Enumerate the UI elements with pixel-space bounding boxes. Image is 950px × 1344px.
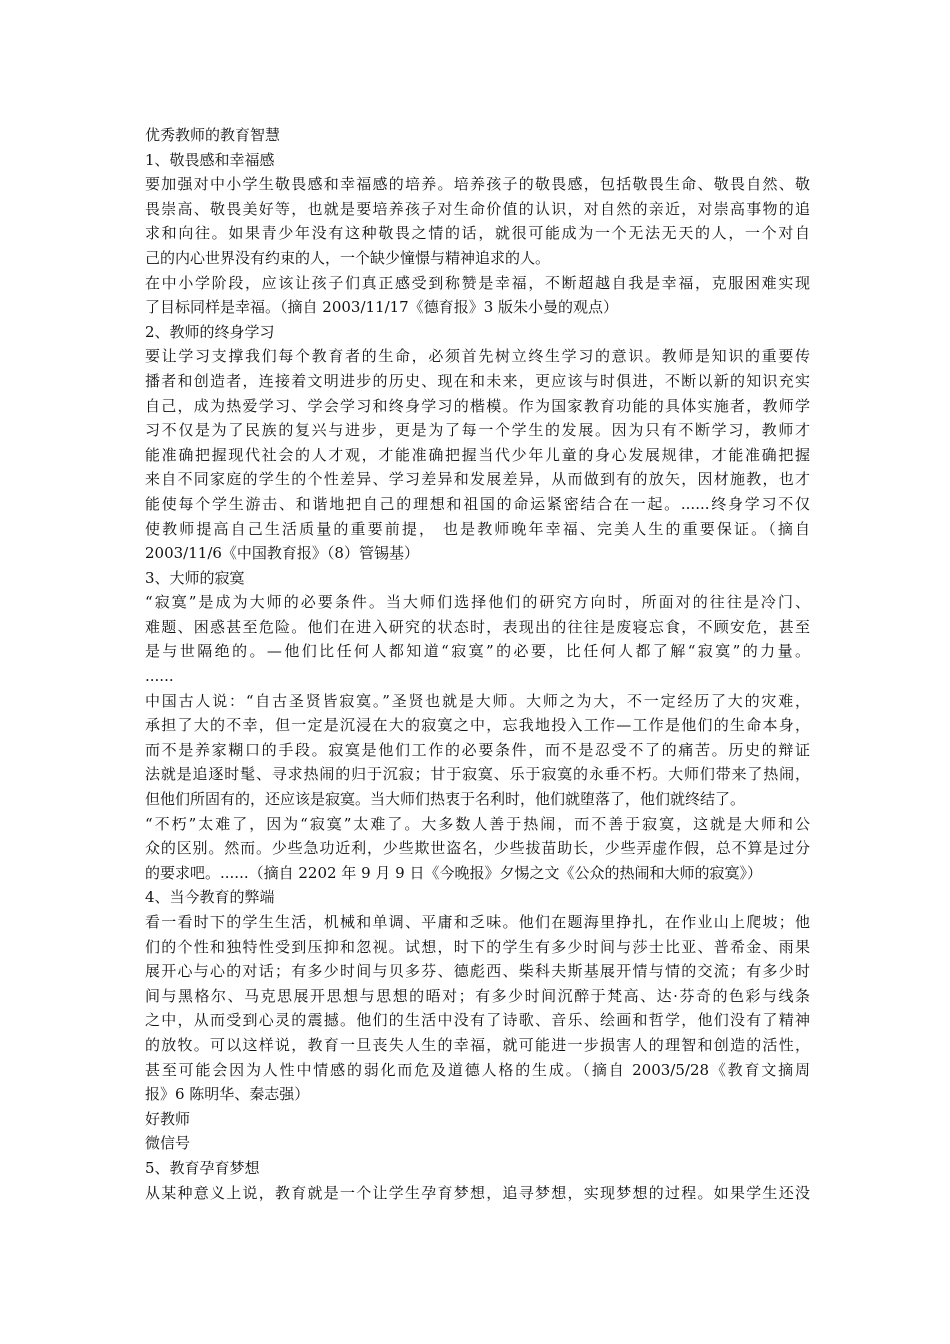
text-line: 3、大师的寂寞 [145, 568, 245, 587]
text-line: 从某种意义上说，教育就是一个让学生孕育梦想，追寻梦想，实现梦想的过程。如果学生还没 [145, 1183, 810, 1202]
text-line: 是与世隔绝的。—他们比任何人都知道“寂寞”的必要，比任何人都了解“寂寞”的力量。 [145, 642, 810, 661]
text-line: 甚至可能会因为人性中情感的弱化而危及道德人格的生成。（摘自 2003/5/28《教育文摘周 [145, 1060, 810, 1079]
text-line: 微信号 [145, 1134, 191, 1153]
text-line: 来自不同家庭的学生的个性差异、学习差异和发展差异，从而做到有的放矢，因材施教，也才 [145, 470, 810, 489]
text-line: 5、教育孕育梦想 [145, 1158, 260, 1177]
text-line: “寂寞”是成为大师的必要条件。当大师们选择他们的研究方向时，所面对的往往是冷门、 [145, 593, 810, 612]
text-line: 要让学习支撑我们每个教育者的生命，必须首先树立终生学习的意识。教师是知识的重要传 [145, 347, 810, 366]
text-line: ...... [145, 667, 174, 686]
text-line: 能准确把握现代社会的人才观，才能准确把握当代少年儿童的身心发展规律，才能准确把握 [145, 445, 810, 464]
document-page [145, 123, 810, 1205]
text-line: 展开心与心的对话；有多少时间与贝多芬、德彪西、柴科夫斯基展开情与情的交流；有多少时 [145, 962, 810, 981]
text-line: 2003/11/6《中国教育报》（8）管锡基） [145, 544, 419, 563]
text-line: 中国古人说：“自古圣贤皆寂寞。”圣贤也就是大师。大师之为大，不一定经历了大的灾难， [145, 691, 810, 710]
text-line: 使教师提高自己生活质量的重要前提， 也是教师晚年幸福、完美人生的重要保证。（摘自 [145, 519, 810, 538]
document-body [145, 148, 810, 1206]
document-title: 优秀教师的教育智慧 [145, 126, 281, 144]
text-line: 自己，成为热爱学习、学会学习和终身学习的楷模。作为国家教育功能的具体实施者，教师学 [145, 396, 810, 415]
text-line: 法就是追逐时髦、寻求热闹的归于沉寂；甘于寂寞、乐于寂寞的永垂不朽。大师们带来了热闹， [145, 765, 810, 784]
text-line: 己的内心世界没有约束的人，一个缺少憧憬与精神追求的人。 [145, 248, 551, 267]
text-line: 看一看时下的学生生活，机械和单调、平庸和乏味。他们在题海里挣扎，在作业山上爬坡；他 [145, 913, 810, 931]
text-line: 的要求吧。......（摘自 2202 年 9 月 9 日《今晚报》夕惕之文《公众的热闹和大师的寂寞》） [145, 863, 762, 882]
text-line: 播者和创造者，连接着文明进步的历史、现在和未来，更应该与时俱进，不断以新的知识充实 [145, 371, 810, 390]
text-line: 众的区别。然而。少些急功近利，少些欺世盗名，少些拔苗助长，少些弄虚作假，总不算是过分 [145, 839, 810, 858]
text-line: 难题、困惑甚至危险。他们在进入研究的状态时，表现出的往往是废寝忘食，不顾安危，甚至 [145, 617, 810, 636]
text-line: 承担了大的不幸，但一定是沉浸在大的寂寞之中，忘我地投入工作—工作是他们的生命本身， [145, 716, 810, 735]
text-line: 4、当今教育的弊端 [145, 888, 275, 907]
text-line: 1、敬畏感和幸福感 [145, 150, 275, 169]
text-line: 而不是养家糊口的手段。寂寞是他们工作的必要条件，而不是忍受不了的痛苦。历史的辩证 [145, 740, 810, 759]
text-line: 能使每个学生游击、和谐地把自己的理想和祖国的命运紧密结合在一起。......终身学习不仅 [145, 494, 810, 513]
text-line: 们的个性和独特性受到压抑和忽视。试想，时下的学生有多少时间与莎士比亚、普希金、雨果 [145, 937, 810, 956]
text-line: 求和向往。如果青少年没有这种敬畏之情的话，就很可能成为一个无法无天的人，一个对自 [145, 224, 810, 243]
text-line: 习不仅是为了民族的复兴与进步，更是为了每一个学生的发展。因为只有不断学习，教师才 [145, 421, 810, 440]
text-line: 好教师 [145, 1109, 191, 1128]
text-line: 2、教师的终身学习 [145, 322, 275, 341]
text-line: 之中，从而受到心灵的震撼。他们的生活中没有了诗歌、音乐、绘画和哲学，他们没有了精神 [145, 1011, 810, 1030]
text-line: 畏崇高、敬畏美好等，也就是要培养孩子对生命价值的认识，对自然的亲近，对崇高事物的追 [145, 199, 810, 218]
text-line: “不朽”太难了，因为“寂寞”太难了。大多数人善于热闹，而不善于寂寞，这就是大师和公 [145, 814, 810, 833]
text-line: 间与黑格尔、马克思展开思想与思想的晤对；有多少时间沉醉于梵高、达·芬奇的色彩与线条 [145, 986, 810, 1005]
text-line: 但他们所固有的，还应该是寂寞。当大师们热衷于名利时，他们就堕落了，他们就终结了。 [145, 790, 746, 809]
text-line: 要加强对中小学生敬畏感和幸福感的培养。培养孩子的敬畏感，包括敬畏生命、敬畏自然、敬 [145, 175, 810, 194]
text-line: 在中小学阶段，应该让孩子们真正感受到称赞是幸福，不断超越自我是幸福，克服困难实现 [145, 273, 810, 292]
text-line: 报》6 陈明华、秦志强） [145, 1085, 310, 1104]
text-line: 了目标同样是幸福。（摘自 2003/11/17《德育报》3 版朱小曼的观点） [145, 298, 619, 317]
text-line: 的放牧。可以这样说，教育一旦丧失人生的幸福，就可能进一步损害人的理智和创造的活性， [145, 1035, 810, 1054]
